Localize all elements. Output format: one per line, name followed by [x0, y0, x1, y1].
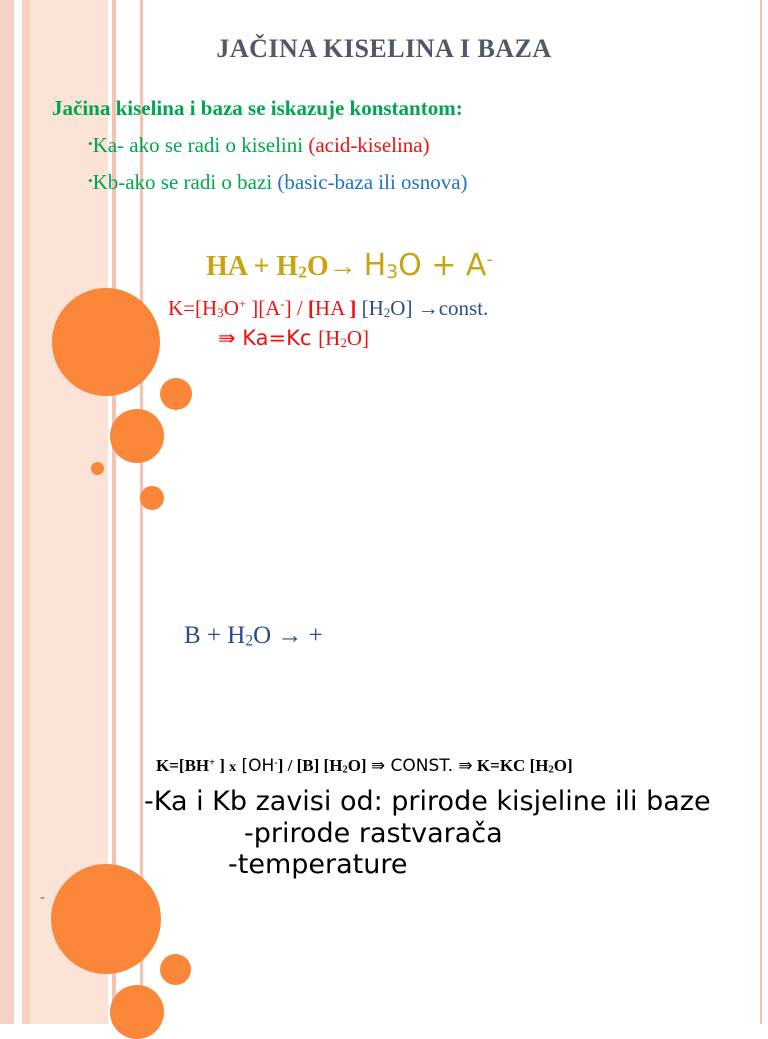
bullet-kb-main: Kb-ako se radi o bazi	[92, 170, 278, 194]
eq-h3o-part: H3O + A-	[363, 248, 493, 283]
bullet-ka-main: Ka- ako se radi o kiselini	[92, 133, 309, 157]
decor-circle	[140, 486, 164, 510]
acid-constant-expression: K=[H3O+ ][A-] / [HA ] [H2O] →const.	[168, 296, 489, 320]
decor-circle	[110, 409, 164, 463]
decor-circle	[160, 378, 192, 410]
eq-sub-2: 2	[298, 262, 307, 282]
stray-mark: -	[40, 890, 45, 905]
acid-dissociation-equation	[206, 248, 493, 283]
dependency-line-1: -Ka i Kb zavisi od: prirode kisjeline ili baze	[144, 786, 711, 817]
bullet-glyph: •	[88, 136, 93, 151]
bullet-kb-paren: (basic-baza ili osnova)	[277, 170, 468, 194]
page-title: JAČINA KISELINA I BAZA	[216, 34, 552, 63]
decor-circle	[91, 462, 104, 475]
decor-circle	[51, 864, 161, 974]
bullet-ka-paren: (acid-kiselina)	[308, 133, 430, 157]
dependency-line-2: -prirode rastvarača	[244, 818, 503, 849]
intro-text: Jačina kiselina i baza se iskazuje konstantom:	[52, 96, 463, 120]
dependency-line-3: -temperature	[228, 849, 408, 880]
base-dissociation-equation: B + H2O → +	[184, 622, 323, 650]
acid-constant-result: ⇛ Ka=Kc [H2O]	[218, 326, 369, 350]
right-border-line	[760, 0, 762, 1024]
decor-circle	[110, 985, 164, 1039]
bullet-ka	[88, 133, 430, 158]
decor-circle	[160, 954, 191, 985]
bullet-kb	[88, 170, 468, 195]
bullet-glyph: •	[88, 173, 93, 188]
eq-o-arrow: O→	[306, 251, 357, 282]
base-constant-expression: K=[BH+ ] x [OH-] / [B] [H2O] ⇛ CONST. ⇛ K=KC [H2O]	[156, 756, 573, 776]
decor-circle	[52, 288, 160, 396]
eq-ha-part: HA + H	[206, 251, 299, 282]
